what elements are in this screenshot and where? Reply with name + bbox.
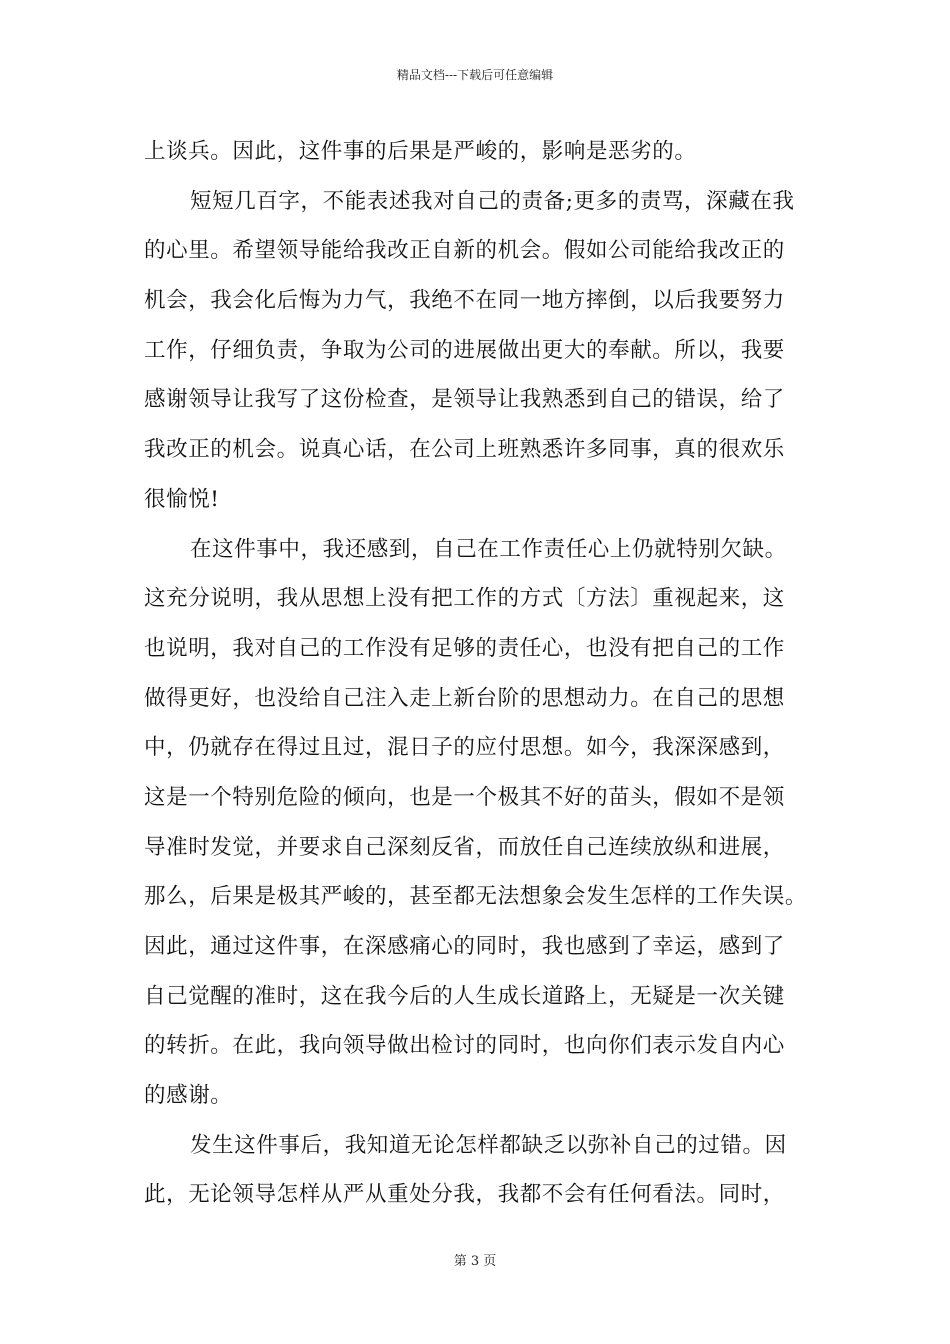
paragraph	[144, 1121, 820, 1220]
text-line: 此，无论领导怎样从严从重处分我，我都不会有任何看法。同时，	[144, 1182, 785, 1208]
page-number: 第 3 页	[453, 1254, 497, 1269]
text-line: 机会，我会化后悔为力气，我绝不在同一地方摔倒，以后我要努力	[144, 288, 785, 314]
paragraph	[144, 525, 820, 1121]
page-header: 精品文档---下载后可任意编辑	[396, 68, 554, 82]
text-line: 做得更好，也没给自己注入走上新台阶的思想动力。在自己的思想	[144, 685, 785, 711]
text-line: 在这件事中，我还感到，自己在工作责任心上仍就特别欠缺。	[190, 536, 787, 562]
text-line: 这是一个特别危险的倾向，也是一个极其不好的苗头，假如不是领	[144, 784, 785, 810]
text-line: 感谢领导让我写了这份检查，是领导让我熟悉到自己的错误，给了	[144, 387, 785, 413]
text-line: 上谈兵。因此，这件事的后果是严峻的，影响是恶劣的。	[144, 139, 697, 164]
text-line: 很愉悦!	[144, 486, 220, 512]
text-line: 短短几百字，不能表述我对自己的责备;更多的责骂，深藏在我	[190, 188, 795, 214]
text-line: 导准时发觉，并要求自己深刻反省，而放任自己连续放纵和进展，	[144, 834, 785, 860]
text-line: 因此，通过这件事，在深感痛心的同时，我也感到了幸运，感到了	[144, 934, 785, 959]
document-body	[144, 127, 820, 1220]
text-line: 也说明，我对自己的工作没有足够的责任心，也没有把自己的工作	[144, 635, 785, 661]
text-line: 发生这件事后，我知道无论怎样都缺乏以弥补自己的过错。因	[190, 1132, 787, 1158]
text-line: 工作，仔细负责，争取为公司的进展做出更大的奉献。所以，我要	[144, 337, 785, 363]
text-line: 的心里。希望领导能给我改正自新的机会。假如公司能给我改正的	[144, 238, 785, 264]
text-line: 这充分说明，我从思想上没有把工作的方式〔方法〕重视起来，这	[144, 586, 785, 612]
text-line: 的感谢。	[144, 1083, 233, 1109]
text-line: 我改正的机会。说真心话，在公司上班熟悉许多同事，真的很欢乐	[144, 437, 785, 463]
paragraph	[144, 177, 820, 525]
text-line: 自己觉醒的准时，这在我今后的人生成长道路上，无疑是一次关键	[144, 983, 785, 1009]
text-line: 中，仍就存在得过且过，混日子的应付思想。如今，我深深感到，	[144, 735, 785, 761]
text-line: 那么，后果是极其严峻的，甚至都无法想象会发生怎样的工作失误。	[144, 884, 808, 910]
paragraph	[144, 127, 820, 177]
text-line: 的转折。在此，我向领导做出检讨的同时，也向你们表示发自内心	[144, 1033, 785, 1059]
